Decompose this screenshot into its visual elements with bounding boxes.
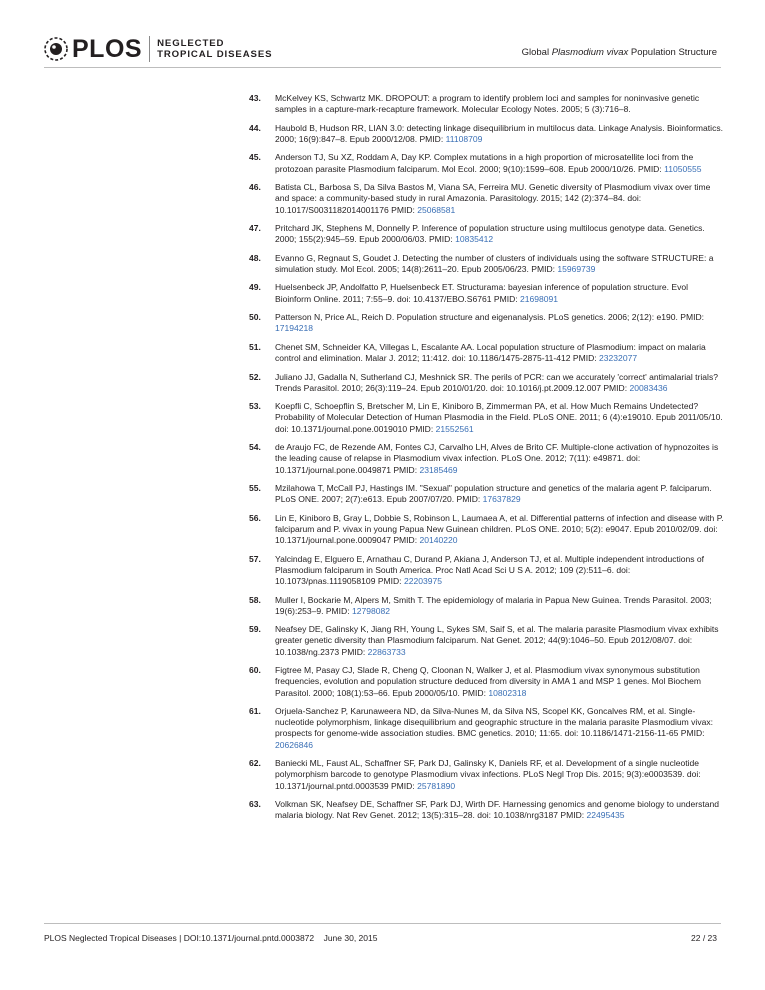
journal-name-line1: NEGLECTED xyxy=(157,38,225,49)
reference-text: Figtree M, Pasay CJ, Slade R, Cheng Q, Cloonan N, Walker J, et al. Plasmodium vivax synonymous substitution frequencies, evolution and population structure deduced from diversity in AMA 1 and MSP 1 genes. Mol Biochem Parasitol. 2000; 108(1):53–66. Epub 2000/05/10. PMID: xyxy=(275,665,702,698)
pmid-link[interactable]: 17194218 xyxy=(275,323,314,334)
pmid-link[interactable]: 11108709 xyxy=(445,133,483,144)
reference-item xyxy=(249,483,724,505)
reference-number: 50. xyxy=(249,312,261,323)
reference-text: Yalcindag E, Elguero E, Arnathau C, Durand P, Akiana J, Anderson TJ, et al. Multiple independent introductions of Plasmodium falciparum in South America. Proc Natl Acad Sci U S A. 2012; 109 (2):511–6. doi: 10.1073/pnas.1119058109 PMID: xyxy=(275,553,705,587)
reference-number: 63. xyxy=(249,799,261,810)
plos-logo[interactable] xyxy=(43,34,272,64)
reference-number: 55. xyxy=(249,483,261,494)
pmid-link[interactable]: 25781890 xyxy=(417,780,456,791)
reference-text: Batista CL, Barbosa S, Da Silva Bastos M, Viana SA, Ferreira MU. Genetic diversity of Plasmodium vivax over time and space: a community-based study in rural Amazonia. Parasitology. 2015; 142 (2):374–84. doi: 10.1017/S0031182014001176 PMID: xyxy=(275,182,711,215)
reference-number: 44. xyxy=(249,122,261,133)
pmid-link[interactable]: 20140220 xyxy=(419,535,458,546)
header-rule xyxy=(44,67,721,68)
reference-item xyxy=(249,93,724,115)
reference-item xyxy=(249,442,724,476)
reference-item xyxy=(249,342,724,364)
reference-number: 60. xyxy=(249,665,261,676)
reference-item xyxy=(249,253,724,275)
reference-number: 45. xyxy=(249,152,261,163)
reference-number: 57. xyxy=(249,553,261,564)
reference-item xyxy=(249,624,724,658)
plos-wordmark: PLOS xyxy=(72,34,143,63)
pmid-link[interactable]: 15969739 xyxy=(557,263,596,274)
reference-text: Haubold B, Hudson RR, LIAN 3.0: detecting linkage disequilibrium in multilocus data. Linkage Analysis. Bioinformatics. 2000; 16(9):847–8. Epub 2000/12/08. PMID: xyxy=(275,122,723,144)
pmid-link[interactable]: 23185469 xyxy=(419,464,458,475)
reference-list xyxy=(249,93,724,829)
pmid-link[interactable]: 21698091 xyxy=(520,293,559,304)
reference-number: 56. xyxy=(249,512,261,523)
plos-mark-icon xyxy=(43,36,69,62)
reference-item xyxy=(249,152,724,174)
reference-text: Neafsey DE, Galinsky K, Jiang RH, Young L, Sykes SM, Saif S, et al. The malaria parasite Plasmodium vivax exhibits greater genetic diversity than Plasmodium falciparum. Nat Genet. 2012; 44(9):1046–50. Epub 2012/08/07. doi: 10.1038/ng.2373 PMID: xyxy=(275,624,719,657)
reference-text: Lin E, Kiniboro B, Gray L, Dobbie S, Robinson L, Laumaea A, et al. Differential patterns of infection and disease with P. falciparum and P. vivax in young Papua New Guinean children. PLoS ONE. 2010; 5(2): e9047. Epub 2010/02/09. doi: 10.1371/journal.pone.0009047 PMID: xyxy=(275,512,724,546)
reference-item xyxy=(249,372,724,394)
footer-rule xyxy=(44,923,721,924)
reference-text: de Araujo FC, de Rezende AM, Fontes CJ, Carvalho LH, Alves de Brito CF. Multiple-clone activation of hypnozoites is the leading cause of relapse in Plasmodium vivax infection. PLoS One. 2012; 7(11): e49871. doi: 10.1371/journal.pone.0049871 PMID: xyxy=(275,442,719,475)
running-head: Global Plasmodium vivax Population Structure xyxy=(521,47,717,58)
pmid-link[interactable]: 10835412 xyxy=(455,234,494,245)
reference-number: 53. xyxy=(249,401,261,412)
reference-text: Huelsenbeck JP, Andolfatto P, Huelsenbeck ET. Structurama: bayesian inference of population structure. Evol Bioinform Online. 2011; 7:55–9. doi: 10.4137/EBO.S6761 PMID: xyxy=(275,282,689,304)
reference-item xyxy=(249,554,724,588)
reference-item xyxy=(249,282,724,304)
pmid-link[interactable]: 23232077 xyxy=(599,353,638,364)
reference-item xyxy=(249,799,724,821)
pmid-link[interactable]: 10802318 xyxy=(488,687,527,698)
page-number: 22 / 23 xyxy=(691,933,717,943)
pmid-link[interactable]: 20626846 xyxy=(275,739,314,750)
reference-text: Orjuela-Sanchez P, Karunaweera ND, da Silva-Nunes M, da Silva NS, Scopel KK, Goncalves RM, et al. Single-nucleotide polymorphism, linkage disequilibrium and geographic structure in the malaria parasite Plasmodium vivax: prospects for genome-wide association studies. BMC genetics. 2010; 11:65. doi: 10.1186/1471-2156-11-65 PMID: xyxy=(275,706,714,739)
pmid-link[interactable]: 21552561 xyxy=(435,423,474,434)
reference-item xyxy=(249,182,724,216)
reference-text: Muller I, Bockarie M, Alpers M, Smith T. The epidemiology of malaria in Papua New Guinea. Trends Parasitol. 2003; 19(6):253–9. PMID: xyxy=(275,594,712,616)
pmid-link[interactable]: 20083436 xyxy=(629,382,668,393)
pmid-link[interactable]: 22495435 xyxy=(586,810,625,821)
pmid-link[interactable]: 17637829 xyxy=(482,494,521,505)
reference-number: 47. xyxy=(249,223,261,234)
reference-text: Volkman SK, Neafsey DE, Schaffner SF, Park DJ, Wirth DF. Harnessing genomics and genome biology to understand malaria biology. Nat Rev Genet. 2012; 13(5):315–28. doi: 10.1038/nrg3187 PMID: xyxy=(275,799,720,821)
reference-number: 58. xyxy=(249,594,261,605)
pmid-link[interactable]: 22863733 xyxy=(367,646,406,657)
reference-item xyxy=(249,223,724,245)
reference-item xyxy=(249,513,724,547)
reference-text: Baniecki ML, Faust AL, Schaffner SF, Park DJ, Galinsky K, Daniels RF, et al. Development of a single nucleotide polymorphism barcode to genotype Plasmodium vivax infections. PLoS Negl Trop Dis. 2015; 9(3):e0003539. doi: 10.1371/journal.pntd.0003539 PMID: xyxy=(275,758,701,791)
reference-item xyxy=(249,665,724,699)
reference-text: Evanno G, Regnaut S, Goudet J. Detecting the number of clusters of individuals using the software STRUCTURE: a simulation study. Mol Ecol. 2005; 14(8):2611–20. Epub 2005/06/23. PMID: xyxy=(275,252,714,274)
reference-number: 51. xyxy=(249,341,261,352)
reference-number: 43. xyxy=(249,93,261,103)
reference-item xyxy=(249,758,724,792)
reference-text: Mzilahowa T, McCall PJ, Hastings IM. "Sexual" population structure and genetics of the malaria agent P. falciparum. PLoS ONE. 2007; 2(7):e613. Epub 2007/07/20. PMID: xyxy=(275,483,712,505)
reference-text: Juliano JJ, Gadalla N, Sutherland CJ, Meshnick SR. The perils of PCR: can we accurately 'correct' antimalarial trials? Trends Parasitol. 2010; 26(3):119–24. Epub 2010/01/20. doi: 10.1016/j.pt.2009.12.007 PMID: xyxy=(275,371,718,393)
reference-number: 59. xyxy=(249,624,261,635)
reference-number: 46. xyxy=(249,182,261,193)
pmid-link[interactable]: 11050555 xyxy=(664,163,702,174)
reference-text: Anderson TJ, Su XZ, Roddam A, Day KP. Complex mutations in a high proportion of microsatellite loci from the protozoan parasite Plasmodium falciparum. Mol Ecol. 2000; 9(10):1599–608. Epub 2000/10/26. PMID: xyxy=(275,152,694,174)
logo-divider xyxy=(149,36,150,62)
journal-name xyxy=(157,38,272,60)
reference-item xyxy=(249,401,724,435)
reference-item xyxy=(249,312,724,334)
reference-number: 62. xyxy=(249,758,261,769)
reference-text: Patterson N, Price AL, Reich D. Population structure and eigenanalysis. PLoS genetics. 2006; 2(12): e190. PMID: xyxy=(275,312,705,323)
pmid-link[interactable]: 12798082 xyxy=(351,605,390,616)
pmid-link[interactable]: 22203975 xyxy=(403,576,442,587)
reference-text: Pritchard JK, Stephens M, Donnelly P. Inference of population structure using multilocus genotype data. Genetics. 2000; 155(2):945–59. Epub 2000/06/03. PMID: xyxy=(275,223,705,245)
reference-text: McKelvey KS, Schwartz MK. DROPOUT: a program to identify problem loci and samples for noninvasive genetic samples in a capture-mark-recapture framework. Molecular Ecology Notes. 2005; 5 (3):716–8. xyxy=(275,93,700,115)
footer-citation: PLOS Neglected Tropical Diseases | DOI:10.1371/journal.pntd.0003872 June 30, 2015 xyxy=(44,933,378,943)
reference-number: 54. xyxy=(249,442,261,453)
pmid-link[interactable]: 25068581 xyxy=(417,204,456,215)
reference-item xyxy=(249,706,724,751)
reference-text: Chenet SM, Schneider KA, Villegas L, Escalante AA. Local population structure of Plasmodium: impact on malaria control and elimination. Malar J. 2012; 11:412. doi: 10.1186/1475-2875-11-412 PMID: xyxy=(275,341,706,364)
reference-item xyxy=(249,595,724,617)
journal-name-line2: TROPICAL DISEASES xyxy=(157,49,273,60)
reference-number: 61. xyxy=(249,706,261,717)
reference-text: Koepfli C, Schoepflin S, Bretscher M, Lin E, Kiniboro B, Zimmerman PA, et al. How Much Remains Undetected? Probability of Molecular Detection of Human Plasmodia in the Field. PLoS ONE. 2011; 6 (4):e19010. Epub 2011/05/10. doi: 10.1371/journal.pone.0019010 PMID: xyxy=(275,401,723,434)
reference-number: 52. xyxy=(249,371,261,382)
reference-number: 48. xyxy=(249,252,261,263)
reference-item xyxy=(249,123,724,145)
reference-number: 49. xyxy=(249,282,261,293)
